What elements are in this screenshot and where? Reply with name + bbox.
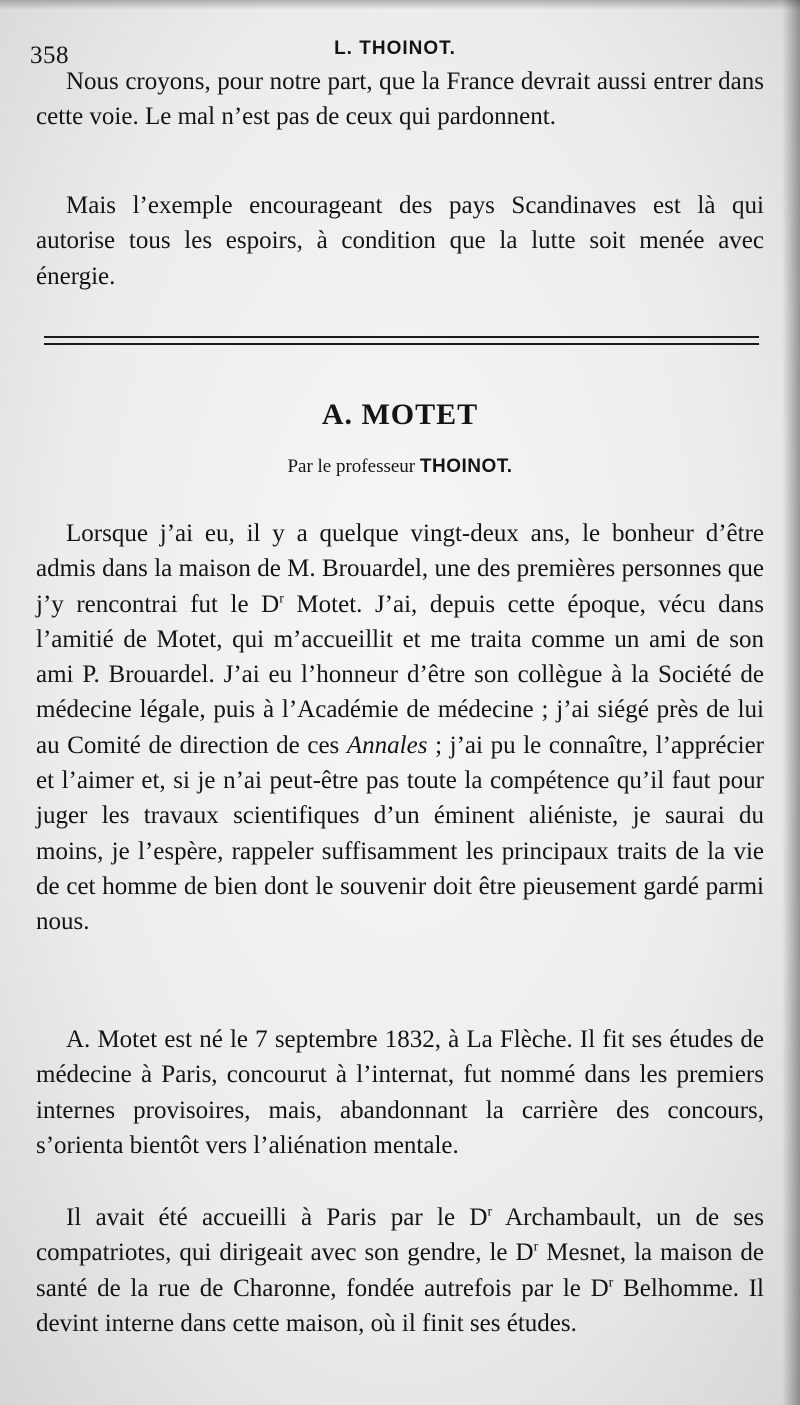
p3-text-c: Mesnet, la maison de santé de la rue de Charonne, fondée autrefois par le D xyxy=(36,1239,764,1302)
body-paragraph-1 xyxy=(36,516,764,940)
running-head: L. THOINOT. xyxy=(334,38,456,59)
p1-superscript: r xyxy=(279,591,284,607)
p3-superscript-1: r xyxy=(487,1204,493,1220)
intro-paragraph-2: Mais l’exemple encourageant des pays Scandinaves est là qui autorise tous les espoirs, à condition que la lutte soit menée avec énergie. xyxy=(36,192,764,290)
p3-superscript-3: r xyxy=(608,1275,614,1291)
p1-text-c: ; j’ai pu le connaître, l’apprécier et l’aimer et, si je n’ai peut-être pas toute la compétence qu’il faut pour juger les travaux scientifiques d’un éminent aliéniste, je saurai du moins, je l’espère, rappeler suffisamment les principaux traits de la vie de cet homme de bien dont le souvenir doit être pieusement gardé parmi nous. xyxy=(36,731,764,936)
article-title: A. MOTET xyxy=(321,398,479,431)
p1-italic-title: Annales xyxy=(346,731,428,759)
body-paragraph-3 xyxy=(36,1200,764,1341)
p3-superscript-2: r xyxy=(533,1239,539,1255)
body-paragraph-2: A. Motet est né le 7 septembre 1832, à La Flèche. Il fit ses études de médecine à Paris, concourut à l’internat, fut nommé dans les premiers internes provisoires, mais, abandonnant la carrière des concours, s’orienta bientôt vers l’aliénation mentale. xyxy=(36,1026,764,1159)
article-byline xyxy=(0,456,800,478)
scan-shadow-right xyxy=(782,0,800,1405)
page-number: 358 xyxy=(30,42,69,69)
p3-text-b: Archambault, un de ses compatriotes, qui dirigeait avec son gendre, le D xyxy=(36,1204,764,1267)
byline-author: THOINOT. xyxy=(419,456,513,477)
p3-text-a: Il avait été accueilli à Paris par le D xyxy=(66,1204,488,1231)
scan-shadow-top xyxy=(0,0,800,10)
p1-text-a: Lorsque j’ai eu, il y a quelque vingt-deux ans, le bonheur d’être admis dans la maison de M. Brouardel, une des premières personnes que j’y rencontrai fut le D xyxy=(36,520,764,618)
section-rule-bottom xyxy=(44,343,759,345)
section-rule-top xyxy=(44,336,759,338)
p3-text-d: Belhomme. Il devint interne dans cette maison, où il finit ses études. xyxy=(36,1274,764,1337)
byline-prefix: Par le professeur xyxy=(287,456,416,477)
p1-text-b: Motet. J’ai, depuis cette époque, vécu dans l’amitié de Motet, qui m’accueillit et me traita comme un ami de son ami P. Brouardel. J’ai eu l’honneur d’être son collègue à la Société de médecine légale, puis à l’Académie de médecine ; j’ai siégé près de lui au Comité de direction de ces xyxy=(36,590,764,759)
intro-paragraph-1: Nous croyons, pour notre part, que la France devrait aussi entrer dans cette voie. Le mal n’est pas de ceux qui pardonnent. xyxy=(36,68,764,131)
